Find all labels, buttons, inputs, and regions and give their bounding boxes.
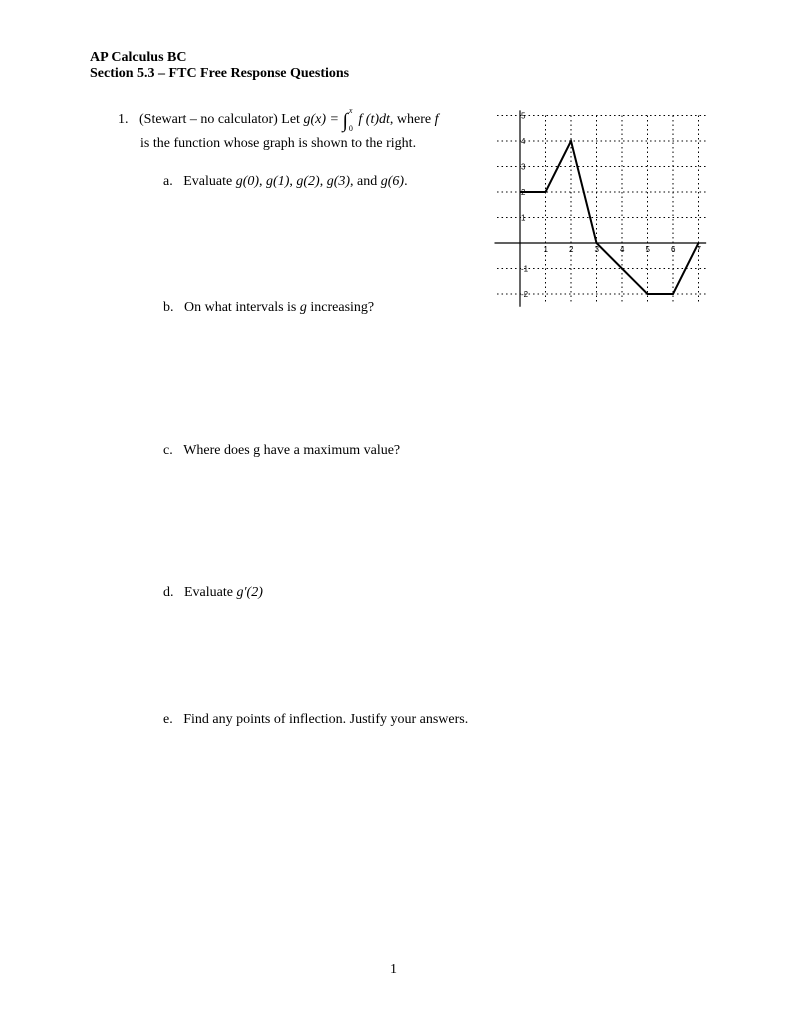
g0: g(0) xyxy=(235,174,260,189)
function-graph xyxy=(490,100,720,320)
y-tick-label: -1 xyxy=(521,264,529,274)
part-a-text: Evaluate xyxy=(183,174,233,189)
y-tick-label: 5 xyxy=(521,111,526,121)
part-c xyxy=(163,443,400,459)
part-c-text: Where does g have a maximum value? xyxy=(183,443,401,458)
period: . xyxy=(404,174,408,189)
problem-1-line-2: is the function whose graph is shown to the right. xyxy=(140,136,417,151)
section-title: Section 5.3 – FTC Free Response Questions xyxy=(90,66,350,81)
x-tick-label: 5 xyxy=(645,245,650,254)
part-d-letter: d. xyxy=(163,585,174,600)
part-d-text: Evaluate xyxy=(184,585,233,600)
page-number: 1 xyxy=(390,962,397,977)
integrand: f (t)dt xyxy=(358,112,390,127)
course-title: AP Calculus BC xyxy=(90,50,187,65)
part-b-letter: b. xyxy=(163,300,174,315)
integral-sign: ∫ xyxy=(342,110,348,132)
part-b-tail: increasing? xyxy=(310,300,375,315)
problem-intro: (Stewart – no calculator) Let xyxy=(139,112,300,127)
g-symbol: g xyxy=(299,300,307,315)
where-text: , where xyxy=(389,112,432,127)
part-e-text: Find any points of inflection. Justify your answers. xyxy=(183,712,469,727)
g2: g(2) xyxy=(296,174,320,189)
g1: g(1) xyxy=(266,174,290,189)
g3: g(3) xyxy=(326,174,351,189)
separator: , xyxy=(259,174,263,189)
problem-1-line-1 xyxy=(118,106,439,133)
f-symbol: f xyxy=(434,112,439,127)
x-tick-label: 3 xyxy=(594,245,599,254)
part-a xyxy=(163,174,408,190)
g-prime-2: g′(2) xyxy=(236,585,263,600)
integral-limits xyxy=(348,106,355,133)
y-tick-label: 2 xyxy=(521,188,526,197)
separator: , xyxy=(289,174,293,189)
problem-number: 1. xyxy=(118,112,129,127)
x-tick-label: 2 xyxy=(569,245,574,254)
x-tick-label: 4 xyxy=(620,245,625,254)
y-tick-label: 4 xyxy=(521,137,526,146)
part-a-letter: a. xyxy=(163,174,173,189)
separator: , xyxy=(319,174,324,189)
y-tick-label: -2 xyxy=(521,290,529,299)
part-e xyxy=(163,712,468,728)
part-b xyxy=(163,300,374,316)
y-tick-label: 3 xyxy=(521,162,526,172)
part-c-letter: c. xyxy=(163,443,173,458)
g6: g(6) xyxy=(380,174,405,189)
part-d xyxy=(163,585,263,601)
integral-upper-limit: x xyxy=(348,106,353,115)
x-tick-label: 6 xyxy=(671,245,676,254)
x-tick-label: 7 xyxy=(696,245,701,254)
y-tick-label: 1 xyxy=(521,213,526,223)
and-text: , and xyxy=(350,174,378,189)
integral-lower-limit: 0 xyxy=(348,124,353,133)
part-b-text: On what intervals is xyxy=(184,300,297,315)
part-e-letter: e. xyxy=(163,712,173,727)
g-definition: g(x) = xyxy=(303,112,339,127)
x-tick-label: 1 xyxy=(543,245,548,254)
